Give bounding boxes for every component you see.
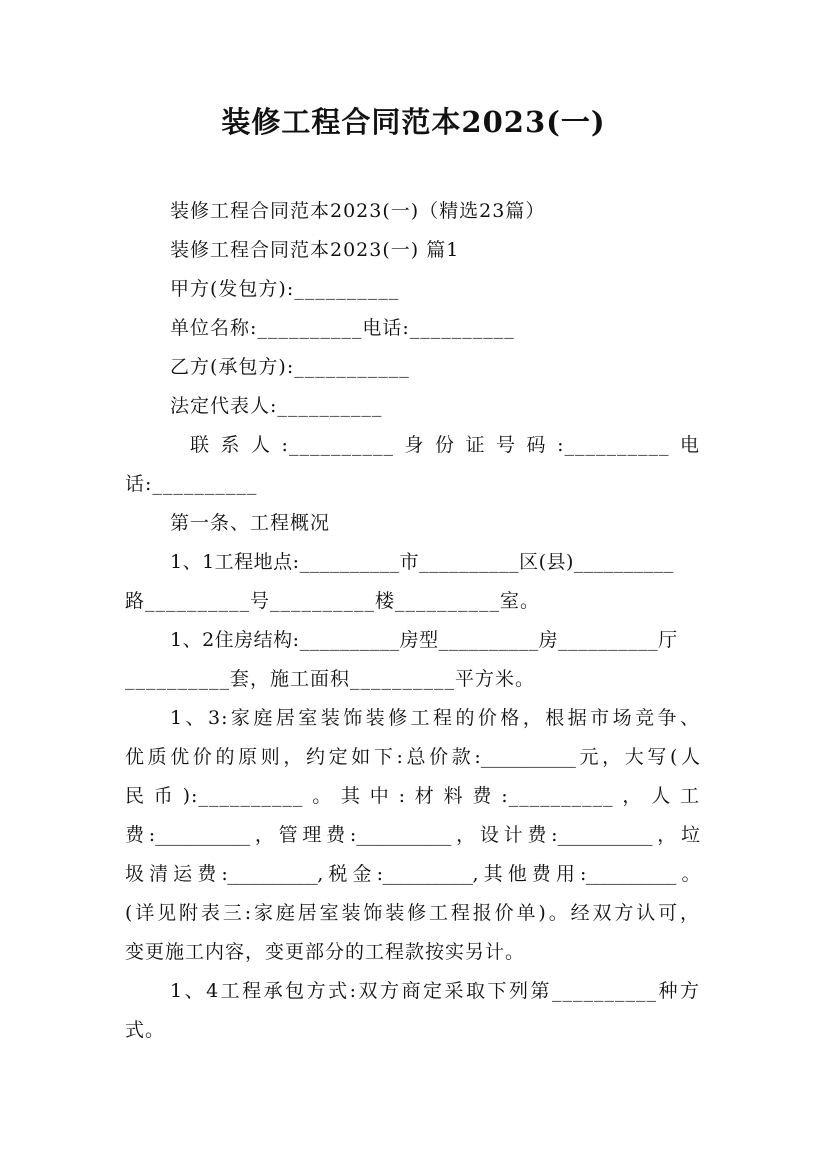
company-phone-line: 单位名称:__________电话:__________ xyxy=(170,317,515,339)
clause-1-4-line: 1、4工程承包方式:双方商定采取下列第__________种方 xyxy=(170,980,700,1002)
clause-1-3-cont-5: (详见附表三:家庭居室装饰装修工程报价单)。经双方认可， xyxy=(125,902,700,924)
phone-line: 话:__________ xyxy=(125,473,258,495)
subtitle-line: 装修工程合同范本2023(一)（精选23篇） xyxy=(170,200,546,222)
party-a-line: 甲方(发包方):__________ xyxy=(170,278,400,300)
party-b-line: 乙方(承包方):___________ xyxy=(170,356,410,378)
clause-1-3-cont-3: 费:__________，管理费:__________，设计费:__________，垃 xyxy=(125,824,700,846)
section-heading: 装修工程合同范本2023(一) 篇1 xyxy=(170,239,460,261)
clause-1-4-cont: 式。 xyxy=(125,1019,166,1041)
document-title: 装修工程合同范本2023(一) xyxy=(221,105,606,139)
clause-1-1-line: 1、1工程地点:__________市__________区(县)__________ xyxy=(170,551,674,573)
legal-rep-line: 法定代表人:__________ xyxy=(170,395,383,417)
contact-id-line: 联系人:__________身份证号码:__________电 xyxy=(190,434,700,456)
clause-1-2-line: 1、2住房结构:__________房型__________房__________厅 xyxy=(170,629,678,651)
clause-1-3-line: 1、3:家庭居室装饰装修工程的价格，根据市场竞争、 xyxy=(170,707,700,729)
clause-1-3-cont-6: 变更施工内容，变更部分的工程款按实另计。 xyxy=(125,941,526,963)
clause-1-3-cont-4: 圾清运费:__________,税金:__________,其他费用:__________。 xyxy=(125,863,700,885)
clause-1-3-cont-2: 民币):__________。其中:材料费:__________，人工 xyxy=(125,785,700,807)
article-one-heading: 第一条、工程概况 xyxy=(170,512,331,534)
clause-1-3-cont-1: 优质优价的原则，约定如下:总价款:__________元，大写(人 xyxy=(125,746,700,768)
clause-1-1-cont: 路__________号__________楼__________室。 xyxy=(125,590,541,612)
clause-1-2-cont: __________套，施工面积__________平方米。 xyxy=(125,668,536,690)
